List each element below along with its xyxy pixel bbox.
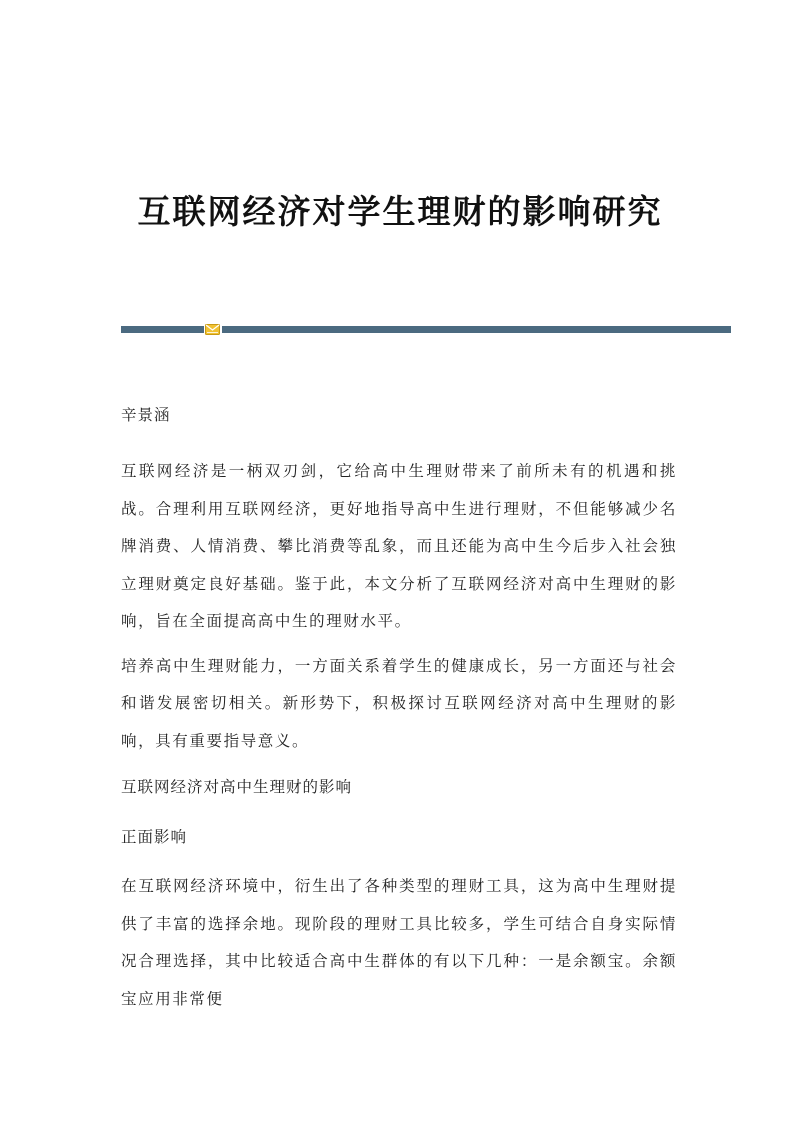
document-body: [121, 404, 677, 1025]
document-title: 互联网经济对学生理财的影响研究: [137, 192, 663, 231]
subsection-heading: 正面影响: [121, 828, 188, 846]
body-paragraph: 在互联网经济环境中，衍生出了各种类型的理财工具，这为高中生理财提供了丰富的选择余地。现阶段的理财工具比较多，学生可结合自身实际情况合理选择，其中比较适合高中生群体的有以下几种：一是余额宝。余额宝应用非常便: [121, 877, 677, 1008]
intro-paragraph: 培养高中生理财能力，一方面关系着学生的健康成长，另一方面还与社会和谐发展密切相关。新形势下，积极探讨互联网经济对高中生理财的影响，具有重要指导意义。: [121, 656, 677, 750]
abstract-paragraph: 互联网经济是一柄双刃剑，它给高中生理财带来了前所未有的机遇和挑战。合理利用互联网经济，更好地指导高中生进行理财，不但能够减少名牌消费、人情消费、攀比消费等乱象，而且还能为高中生今后步入社会独立理财奠定良好基础。鉴于此，本文分析了互联网经济对高中生理财的影响，旨在全面提高高中生的理财水平。: [121, 462, 677, 630]
envelope-icon: [205, 324, 220, 335]
section-heading: 互联网经济对高中生理财的影响: [121, 778, 353, 796]
title-divider-right: [222, 326, 731, 333]
author-name: 辛景涵: [121, 406, 171, 424]
title-divider-left: [121, 326, 204, 333]
